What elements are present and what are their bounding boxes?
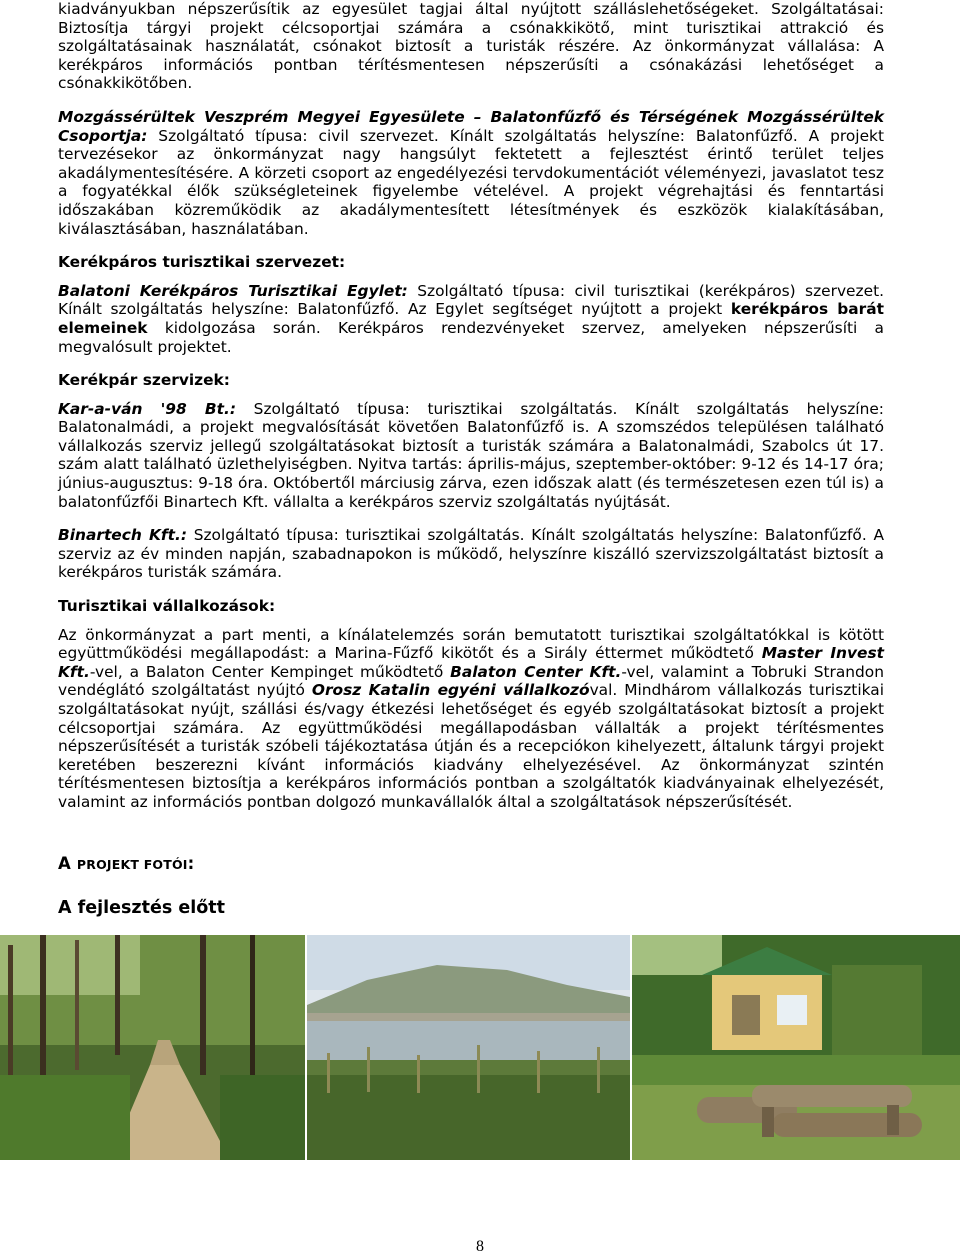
organization-name: Kar-a-ván '98 Bt.:	[58, 399, 236, 418]
heading-cycling-organization: Kerékpáros turisztikai szervezet:	[58, 253, 346, 272]
paragraph-text: val. Mindhárom vállalkozás turisztikai szolgáltatásokat nyújt, szállási és/vagy étkezési lehetőséget és egyéb szolgáltatásokat biztosít a projekt célcsoportjai számára. Az együttműködési megállapodásban vállalták a projekt térítésmentes népszerűsítését a turisták szóbeli tájékoztatása útján és a recepciókon kihelyezett, általunk tárgyi projekt keretében beszerezni kívánt információs kiadvány elhelyezésével. Az önkormányzat szintén térítésmentesen biztosítja a kerékpáros információs pontban a szolgáltatók kiadványainak elhelyezését, valamint az információs pontban dolgozó munkavállalók által a szolgáltatások népszerűsítését.	[58, 681, 884, 811]
photo-lake-reeds	[307, 935, 630, 1160]
paragraph-karavan	[58, 400, 884, 512]
paragraph-text: Szolgáltató típusa: turisztikai szolgáltatás. Kínált szolgáltatás helyszíne: Balatonfűzfő. A szerviz az év minden napján, szabadnapokon is működő, helyszínre kiszálló szervizszolgáltatást biztosít a kerékpáros turisták számára.	[58, 526, 884, 582]
paragraph-text: -vel, a Balaton Center Kempinget működtető	[89, 662, 451, 681]
paragraph-text: Szolgáltató típusa: turisztikai szolgáltatás. Kínált szolgáltatás helyszíne: Balatonalmádi, a projekt megvalósítását követően Balatonfűzfő is. A szomszédos településen található vállalkozás szerviz jellegű szolgáltatásokat biztosít a turisták számára a Balatonalmádi, Szabolcs út 17. szám alatt található üzlethelyiségben. Nyitva tartás: április-május, szeptember-október: 9-12 és 14-17 óra; június-augusztus: 9-18 óra. Októbertől márciusig zárva, ezen időszak alatt (és természetesen ezen túl is) a balatonfűzfői Binartech Kft. vállalta a kerékpáros szerviz szolgáltatás nyújtását.	[58, 399, 884, 511]
organization-name: Balaton Center Kft.	[450, 662, 622, 681]
paragraph-text: Az önkormányzat a part menti, a kínálatelemzés során bemutatott turisztikai szolgáltatókkal is kötött együttműködési megállapodást: a Marina-Fűzfő kikötőt és a Sirály éttermet működtető	[58, 625, 884, 663]
paragraph-boat-harbor	[58, 0, 884, 93]
photo-info-kiosk-benches	[632, 935, 960, 1160]
subsection-title-before-development: A fejlesztés előtt	[58, 897, 225, 918]
page-number: 8	[476, 1238, 484, 1255]
photo-strip	[0, 935, 960, 1160]
heading-tourism-businesses: Turisztikai vállalkozások:	[58, 597, 276, 616]
paragraph-binartech	[58, 526, 884, 582]
organization-name: Orosz Katalin egyéni vállalkozó	[311, 681, 590, 700]
paragraph-text: kiadványukban népszerűsítik az egyesület tagjai által nyújtott szálláslehetőségeket. Szolgáltatásai: Biztosítja tárgyi projekt célcsoportjai számára a csónakkikötő, mint turisztikai attrakció és szolgáltatásainak használatát, csónakot biztosít a turisták részére. Az önkormányzat vállalása: A kerékpáros információs pontban térítésmentesen népszerűsíti a csónakázási lehetőséget a csónakkikötőben.	[58, 0, 884, 93]
organization-name: Balatoni Kerékpáros Turisztikai Egylet:	[58, 281, 408, 300]
paragraph-text: -vel, valamint a Tobruki Strandon vendéglátó szolgáltatást nyújtó	[58, 662, 884, 700]
paragraph-text: Szolgáltató típusa: civil szervezet. Kínált szolgáltatás helyszíne: Balatonfűzfő. A projekt tervezésekor az önkormányzat nagy hangsúlyt fektetett a fejlesztést érintő terület teljes akadálymentesítésére. A körzeti csoport az engedélyezési tervdokumentációt véleményezi, javaslatot tesz a fogyatékkal élők szükségleteinek figyelembe vételével. A projekt végrehajtási és fenntartási időszakában közreműködik az akadálymentesített létesítmények és eszközök kialakításában, kiválasztásában, használatában.	[58, 126, 884, 238]
paragraph-text: Szolgáltató típusa: civil turisztikai (kerékpáros) szervezet. Kínált szolgáltatás helyszíne: Balatonfűzfő. Az Egylet segítséget nyújtott a projekt	[58, 281, 884, 319]
organization-name: Binartech Kft.:	[58, 526, 187, 545]
paragraph-text: kidolgozása során. Kerékpáros rendezvényeket szervez, amelyeken népszerűsíti a megvalósult projektet.	[58, 318, 884, 356]
document-body	[58, 0, 884, 919]
heading-bike-services: Kerékpár szervizek:	[58, 371, 230, 390]
emphasis-text: kerékpáros barát elemeinek	[58, 300, 884, 337]
section-title-project-photos: A PROJEKT FOTÓI:	[58, 853, 195, 873]
paragraph-tourism-businesses	[58, 626, 884, 812]
organization-name: Master Invest Kft.	[58, 644, 884, 681]
paragraph-disabled-association	[58, 108, 884, 238]
photo-forest-path	[0, 935, 305, 1160]
organization-name: Mozgássérültek Veszprém Megyei Egyesülete – Balatonfűzfő és Térségének Mozgássérültek Csoportja:	[58, 107, 884, 145]
paragraph-cycling-association	[58, 282, 884, 356]
